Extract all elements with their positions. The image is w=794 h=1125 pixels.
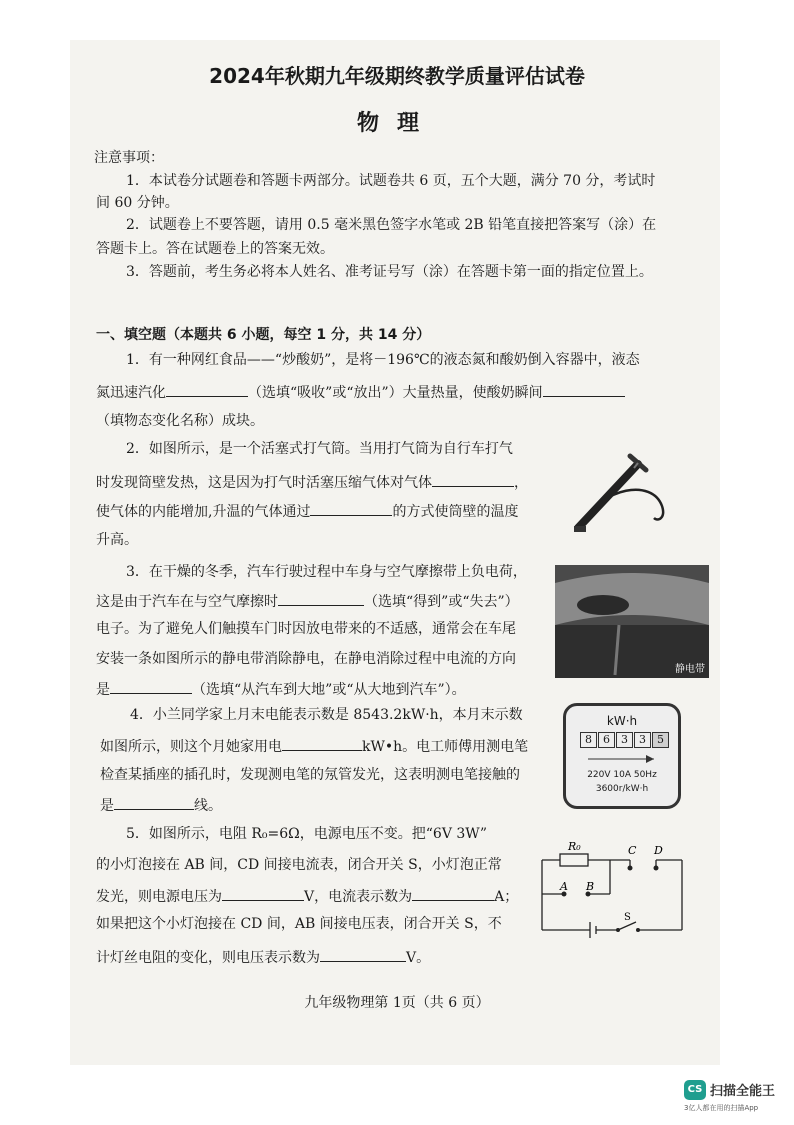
q5-line-2: 的小灯泡接在 AB 间，CD 间接电流表，闭合开关 S，小灯泡正常	[96, 857, 502, 873]
static-strap-label: 静电带	[675, 664, 705, 675]
q4-blank-2[interactable]	[114, 795, 194, 810]
q1-blank-2[interactable]	[543, 382, 625, 397]
q2-line-3	[96, 501, 518, 521]
energy-meter-figure	[563, 703, 681, 809]
q5-blank-3[interactable]	[320, 947, 406, 962]
q3-line-1: 3．在干燥的冬季，汽车行驶过程中车身与空气摩擦带上负电荷，	[126, 564, 527, 580]
scanner-tagline: 3亿人都在用的扫描App	[684, 1104, 759, 1112]
meter-constant: 3600r/kW·h	[595, 784, 649, 794]
meter-rating: 220V 10A 50Hz	[587, 770, 657, 780]
q4-line-3: 检查某插座的插孔时，发现测电笔的氖管发光，这表明测电笔接触的	[100, 767, 520, 783]
q5-blank-1[interactable]	[222, 886, 304, 901]
q2-text: 时发现筒壁发热，这是因为打气时活塞压缩气体对气体	[96, 475, 432, 491]
q3-line-5	[96, 679, 466, 699]
q3-text: 是	[96, 682, 110, 698]
q4-blank-1[interactable]	[282, 736, 362, 751]
q3-line-3: 电子。为了避免人们触摸车门时因放电带来的不适感，通常会在车尾	[96, 621, 516, 637]
q4-line-2	[100, 736, 528, 756]
q4-text: 线。	[194, 798, 222, 814]
label-r0: R₀	[568, 840, 581, 853]
q5-line-1: 5．如图所示，电阻 R₀=6Ω，电源电压不变。把“6V 3W”	[126, 826, 488, 842]
meter-digits	[580, 732, 669, 748]
q3-text: （选填“得到”或“失去”）	[364, 594, 519, 610]
notice-heading: 注意事项：	[94, 150, 164, 166]
q5-text: 发光，则电源电压为	[96, 889, 222, 905]
meter-disc-icon	[588, 752, 654, 766]
subject-title: 物理	[356, 111, 437, 136]
q2-line-2	[96, 472, 528, 492]
q4-line-4	[100, 795, 222, 815]
q5-text: A；	[494, 889, 519, 905]
scanner-app-name: 扫描全能王	[710, 1084, 776, 1099]
meter-digit: 3	[616, 732, 633, 748]
q2-line-4: 升高。	[96, 532, 138, 548]
q5-text: V，电流表示数为	[304, 889, 413, 905]
circuit-diagram	[530, 838, 690, 948]
q3-blank-2[interactable]	[110, 679, 192, 694]
notice-item-3: 3．答题前，考生务必将本人姓名、准考证号写（涂）在答题卡第一面的指定位置上。	[126, 264, 653, 280]
q5-text: V。	[406, 950, 431, 966]
q3-line-2	[96, 591, 519, 611]
notice-item-1a: 1．本试卷分试题卷和答题卡两部分。试题卷共 6 页，五个大题，满分 70 分，考试时	[126, 173, 656, 189]
q2-blank-1[interactable]	[432, 472, 514, 487]
notice-item-2b: 答题卡上。答在试题卷上的答案无效。	[96, 241, 334, 257]
q5-line-4: 如果把这个小灯泡接在 CD 间，AB 间接电压表，闭合开关 S，不	[96, 916, 502, 932]
notice-item-1b: 间 60 分钟。	[96, 195, 179, 211]
static-strap-photo	[555, 565, 709, 678]
meter-unit: kW·h	[606, 714, 638, 728]
q3-line-4: 安装一条如图所示的静电带消除静电，在静电消除过程中电流的方向	[96, 651, 516, 667]
q4-text: kW•h。电工师傅用测电笔	[362, 739, 529, 755]
meter-digit: 8	[580, 732, 597, 748]
label-b: B	[586, 880, 595, 893]
scanner-logo-icon: CS	[684, 1080, 706, 1100]
q4-text: 是	[100, 798, 114, 814]
label-d: D	[654, 844, 663, 857]
q4-text: 如图所示，则这个月她家用电	[100, 739, 282, 755]
page-footer: 九年级物理第 1页（共 6 页）	[304, 995, 490, 1011]
q1-blank-1[interactable]	[166, 382, 248, 397]
q1-text: （选填“吸收”或“放出”）大量热量，使酸奶瞬间	[248, 385, 543, 401]
page-title: 2024年秋期九年级期终教学质量评估试卷	[209, 64, 585, 88]
q1-line-3: （填物态变化名称）成块。	[96, 413, 264, 429]
q2-text: ，	[514, 475, 528, 491]
q3-text: 这是由于汽车在与空气摩擦时	[96, 594, 278, 610]
meter-digit: 3	[634, 732, 651, 748]
label-a: A	[560, 880, 568, 893]
q5-text: 计灯丝电阻的变化，则电压表示数为	[96, 950, 320, 966]
label-c: C	[628, 844, 637, 857]
q2-blank-2[interactable]	[310, 501, 392, 516]
q1-line-2	[96, 382, 625, 402]
q2-text: 使气体的内能增加,升温的气体通过	[96, 504, 311, 520]
q2-line-1: 2．如图所示，是一个活塞式打气筒。当用打气筒为自行车打气	[126, 441, 513, 457]
section-heading: 一、填空题（本题共 6 小题，每空 1 分，共 14 分）	[96, 327, 431, 343]
q5-line-3	[96, 886, 518, 906]
meter-digit-decimal: 5	[652, 732, 669, 748]
q1-text: 氮迅速汽化	[96, 385, 166, 401]
q5-line-5	[96, 947, 430, 967]
q3-text: （选填“从汽车到大地”或“从大地到汽车”）。	[192, 682, 466, 698]
q5-blank-2[interactable]	[412, 886, 494, 901]
bicycle-pump-figure	[562, 448, 676, 538]
q1-line-1: 1．有一种网红食品——“炒酸奶”，是将－196℃的液态氮和酸奶倒入容器中，液态	[126, 352, 640, 368]
label-s: S	[624, 912, 631, 923]
q4-line-1: 4．小兰同学家上月末电能表示数是 8543.2kW·h，本月末示数	[130, 707, 523, 723]
meter-digit: 6	[598, 732, 615, 748]
q3-blank-1[interactable]	[278, 591, 364, 606]
notice-item-2a: 2．试题卷上不要答题，请用 0.5 毫米黑色签字水笔或 2B 铅笔直接把答案写（涂）在	[126, 217, 657, 233]
q2-text: 的方式使筒壁的温度	[392, 504, 519, 520]
